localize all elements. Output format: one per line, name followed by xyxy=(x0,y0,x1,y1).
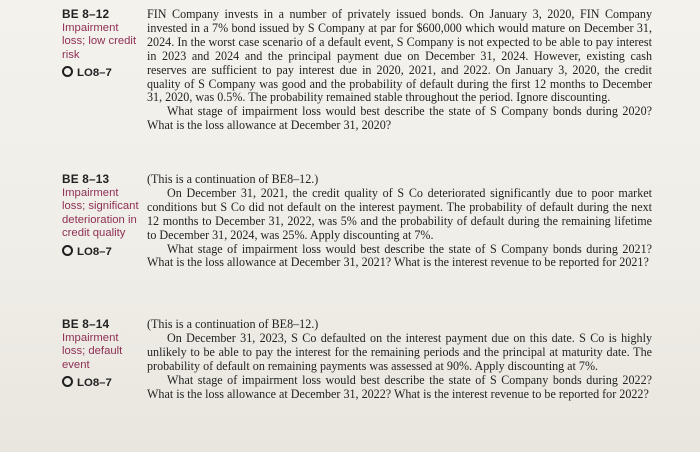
exercise-question: What stage of impairment loss would best describe the state of S Company bonds during 2020? What is the loss allowance at December 31, 2020? xyxy=(147,104,652,133)
topic-line: loss; default xyxy=(62,345,123,358)
exercise-id: BE 8–14 xyxy=(62,317,110,331)
exercise-question: What stage of impairment loss would best describe the state of S Company bonds during 2022? What is the loss allowance at December 31, 2022? What is the interest revenue to be reported for 2022? xyxy=(147,372,652,401)
exercise-paragraph: On December 31, 2021, the credit quality of S Co deteriorated significantly due to poor market conditions but S Co did not default on the interest payment. The probability of default during the next 12 months to December 31, 2022, was 5% and the probability of default during the remaining lifetime to December 31, 2024, was 25%. Apply discounting at 7%. xyxy=(147,185,652,242)
topic-line: deterioration in xyxy=(62,213,137,226)
learning-objective-label: LO8–7 xyxy=(77,245,112,258)
topic-line: loss; significant xyxy=(62,200,139,213)
exercise-paragraph: (This is a continuation of BE8–12.) xyxy=(147,317,319,331)
learning-objective-label: LO8–7 xyxy=(77,377,112,390)
exercise-sidebar xyxy=(62,8,148,81)
topic-line: credit quality xyxy=(62,227,126,240)
topic-line: event xyxy=(62,358,90,371)
learning-objective xyxy=(62,245,148,260)
exercise-paragraph: (This is a continuation of BE8–12.) xyxy=(147,172,319,186)
exercise-id: BE 8–12 xyxy=(62,7,110,21)
circle-bullet-icon xyxy=(62,376,73,387)
exercise-paragraph: FIN Company invests in a number of privately issued bonds. On January 3, 2020, FIN Company invested in a 7% bond issued by S Company at par for $600,000 which would mature on December 31, 2024. In the worst case scenario of a default event, S Company is not expected to be able to pay interest in 2023 and 2024 and the principal payment due on December 31, 2024. However, existing cash reserves are sufficient to pay interest due in 2020, 2021, and 2022. On January 3, 2020, the credit quality of S Company was good and the probability of default during the first 12 months to December 31, 2020, was 0.5%. The probability remained stable throughout the period. Ignore discounting. xyxy=(147,7,652,105)
exercise-paragraph: On December 31, 2023, S Co defaulted on the interest payment due on this date. S Co is highly unlikely to be able to pay the interest for the remaining periods and the principal at maturity date. The probability of default on remaining payments was assessed at 90%. Apply discounting at 7%. xyxy=(147,330,652,373)
exercise-id: BE 8–13 xyxy=(62,172,110,186)
exercise-body xyxy=(147,318,652,401)
circle-bullet-icon xyxy=(62,245,73,256)
exercise-sidebar xyxy=(62,318,148,391)
exercise-sidebar xyxy=(62,173,148,260)
exercise-body xyxy=(147,8,652,133)
learning-objective xyxy=(62,376,148,391)
topic-line: Impairment xyxy=(62,331,119,344)
topic-line: risk xyxy=(62,48,80,61)
circle-bullet-icon xyxy=(62,66,73,77)
topic-line: loss; low credit xyxy=(62,35,137,48)
topic-line: Impairment xyxy=(62,21,119,34)
exercise-body xyxy=(147,173,652,270)
learning-objective xyxy=(62,66,148,81)
learning-objective-label: LO8–7 xyxy=(77,67,112,80)
topic-line: Impairment xyxy=(62,186,119,199)
exercise-question: What stage of impairment loss would best describe the state of S Company bonds during 2021? What is the loss allowance at December 31, 2021? What is the interest revenue to be reported for 2021? xyxy=(147,241,652,270)
